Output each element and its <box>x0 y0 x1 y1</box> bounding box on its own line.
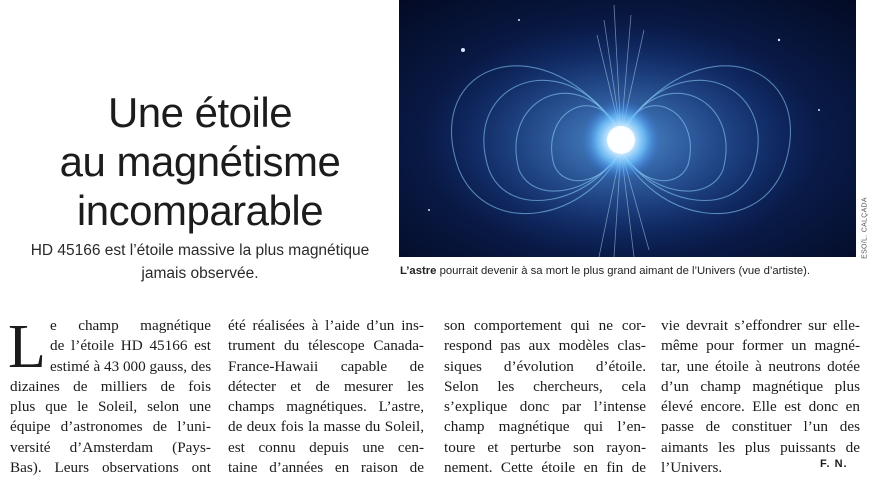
article-column-1 <box>8 313 212 478</box>
article-line: de deux fois la masse du Soleil, <box>228 418 424 436</box>
caption-lead: L’astre <box>400 265 437 277</box>
photo-caption <box>400 265 870 277</box>
standfirst-line: jamais observée. <box>141 265 259 282</box>
headline-line: au magnétisme <box>59 138 341 185</box>
article-line: détecter et de mesurer les <box>228 377 424 395</box>
photo-credit <box>857 198 873 258</box>
drop-cap: L <box>8 313 46 381</box>
article-line: e champ magnétique <box>50 317 211 334</box>
article-line: passe de constituer l’un des <box>661 418 860 436</box>
photo-credit-text: ESO/L. CALÇADA <box>861 197 869 259</box>
article-line: élevé encore. Elle est donc en <box>661 398 860 416</box>
article-line: nement. Cette étoile en fin de <box>444 459 646 477</box>
article-column-2 <box>228 316 424 478</box>
article-line: champ magnétique qui l’en- <box>444 418 646 436</box>
article-line: France-Hawaii capable de <box>228 357 424 375</box>
article-line: est connu depuis une cen- <box>228 438 424 456</box>
article-line: vie devrait s’effondrer sur elle- <box>661 317 860 334</box>
article-line: été réalisées à l’aide d’un ins- <box>228 317 424 334</box>
headline-line: incomparable <box>76 187 324 234</box>
article-line: équipe d’astronomes de l’uni- <box>10 418 211 436</box>
article-line: Selon les chercheurs, cela <box>444 377 646 395</box>
article-line: trument du télescope Canada- <box>228 337 424 355</box>
article-line: estimé à 43 000 gauss, des <box>50 357 212 375</box>
article-line: dizaines de milliers de fois <box>10 377 211 395</box>
standfirst <box>10 239 390 285</box>
article-line: son comportement qui ne cor- <box>444 317 646 334</box>
article-line: s’explique donc par l’intense <box>444 398 646 416</box>
article-line: l’Univers. <box>661 459 723 477</box>
magnetar-artwork <box>399 0 856 257</box>
article-line: siques d’évolution d’étoile. <box>444 357 646 375</box>
magnetar-illustration <box>399 0 856 257</box>
standfirst-line: HD 45166 est l’étoile massive la plus magnétique <box>30 242 370 259</box>
article-line: Bas). Leurs observations ont <box>10 459 211 477</box>
article-line: taine d’années en raison de <box>228 459 424 477</box>
headline <box>20 88 380 235</box>
article-line: toure et perturbe son rayon- <box>444 438 646 456</box>
article-line: d’un champ magnétique plus <box>661 377 860 395</box>
article-line: champs magnétiques. L’astre, <box>228 398 424 416</box>
article-line: de l’étoile HD 45166 est <box>50 337 211 355</box>
article-line: même pour former un magné- <box>661 337 860 355</box>
article-line: tar, une étoile à neutrons dotée <box>661 357 860 375</box>
headline-line: Une étoile <box>107 89 293 136</box>
caption-text: pourrait devenir à sa mort le plus grand aimant de l’Univers (vue d’artiste). <box>436 265 811 277</box>
article-line: versité d’Amsterdam (Pays- <box>10 438 211 456</box>
article-line: aimants les plus puissants de <box>661 438 860 456</box>
article-line: plus que le Soleil, selon une <box>10 398 211 416</box>
article-column-3 <box>444 316 646 478</box>
article-column-4 <box>661 316 860 478</box>
article-line: respond pas aux modèles clas- <box>444 337 646 355</box>
author-signature: F. N. <box>820 458 848 470</box>
